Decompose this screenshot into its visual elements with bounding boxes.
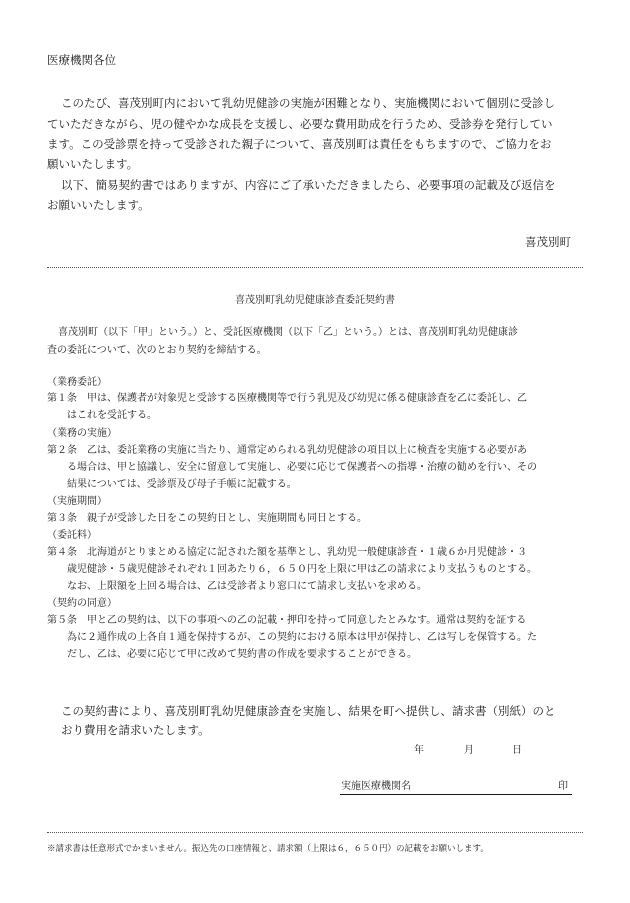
letter-line: 以下、簡易契約書ではありますが、内容にご了承いただきましたら、必要事項の記載及び返信を bbox=[61, 178, 556, 192]
divider-bottom bbox=[47, 832, 583, 833]
letter-line: ます。この受診票を持って受診された親子について、喜茂別町は責任をもちますので、ご協力をお bbox=[47, 137, 552, 151]
article-heading: （業務委託） bbox=[47, 377, 107, 388]
article-line: 第４条 北海道がとりまとめる協定に記された額を基準とし、乳幼児一般健康診査・１歳６か月児健診・３ bbox=[47, 547, 527, 558]
closing-line: この契約書により、喜茂別町乳幼児健康診査を実施し、結果を町へ提供し、請求書（別紙）のと bbox=[61, 704, 556, 718]
article-line: 為に２通作成の上各自１通を保持するが、この契約における原本は甲が保持し、乙は写しを保管する。た bbox=[47, 632, 537, 643]
article-line: 第５条 甲と乙の契約は、以下の事項への乙の記載・押印を持って同意したとみなす。通常は契約を証する bbox=[47, 615, 527, 626]
date-day-label: 日 bbox=[512, 745, 522, 756]
seal-label: 印 bbox=[558, 781, 568, 792]
date-year-label: 年 bbox=[414, 745, 424, 756]
article-heading: （実施期間） bbox=[47, 496, 107, 507]
footnote: ※請求書は任意形式でかまいません。振込先の口座情報と、請求額（上限は６，６５０円）の記載をお願いします。 bbox=[47, 844, 489, 854]
closing-line: おり費用を請求いたします。 bbox=[61, 723, 210, 737]
article-heading: （契約の同意） bbox=[47, 598, 117, 609]
article-line: はこれを受託する。 bbox=[47, 410, 157, 421]
article-heading: （業務の実施） bbox=[47, 428, 117, 439]
divider-top bbox=[47, 267, 583, 268]
letter-line: ていただきながら、児の健やかな成長を支援し、必要な費用助成を行うため、受診券を発行してい bbox=[47, 117, 553, 131]
article-heading: （委託料） bbox=[47, 530, 97, 541]
intro-line: 喜茂別町（以下「甲」という。）と、受託医療機関（以下「乙」という。）とは、喜茂別町乳幼児健康診 bbox=[58, 327, 518, 338]
institution-name-label: 実施医療機関名 bbox=[341, 781, 411, 792]
signature-underline bbox=[340, 794, 572, 795]
addressee: 医療機関各位 bbox=[47, 53, 116, 67]
article-line: 第１条 甲は、保護者が対象児と受診する医療機関等で行う乳児及び幼児に係る健康診査を乙に委託し、乙 bbox=[47, 393, 527, 404]
article-line: だし、乙は、必要に応じて甲に改めて契約書の作成を要求することができる。 bbox=[47, 649, 417, 660]
article-line: なお、上限額を上回る場合は、乙は受診者より窓口にて請求し支払いを求める。 bbox=[47, 581, 427, 592]
article-line: る場合は、甲と協議し、安全に留意して実施し、必要に応じて保護者への指導・治療の勧めを行い、その bbox=[47, 462, 537, 473]
article-line: 結果については、受診票及び母子手帳に記載する。 bbox=[47, 479, 297, 490]
article-line: 第３条 親子が受診した日をこの契約日とし、実施期間も同日とする。 bbox=[47, 513, 367, 524]
date-month-label: 月 bbox=[464, 745, 474, 756]
article-line: 第２条 乙は、委託業務の実施に当たり、通常定められる乳幼児健診の項目以上に検査を実施する必要があ bbox=[47, 445, 527, 456]
article-line: 歳児健診・５歳児健診それぞれ１回あたり６，６５０円を上限に甲は乙の請求により支払うものとする。 bbox=[47, 564, 537, 575]
intro-line: 査の委託について、次のとおり契約を締結する。 bbox=[47, 345, 267, 356]
letter-sender: 喜茂別町 bbox=[525, 235, 571, 249]
letter-line: 願いいたします。 bbox=[47, 157, 139, 171]
letter-line: お願いいたします。 bbox=[47, 198, 150, 212]
letter-line: このたび、喜茂別町内において乳幼児健診の実施が困難となり、実施機関において個別に受診し bbox=[61, 96, 556, 110]
contract-title: 喜茂別町乳幼児健康診査委託契約書 bbox=[235, 295, 395, 306]
